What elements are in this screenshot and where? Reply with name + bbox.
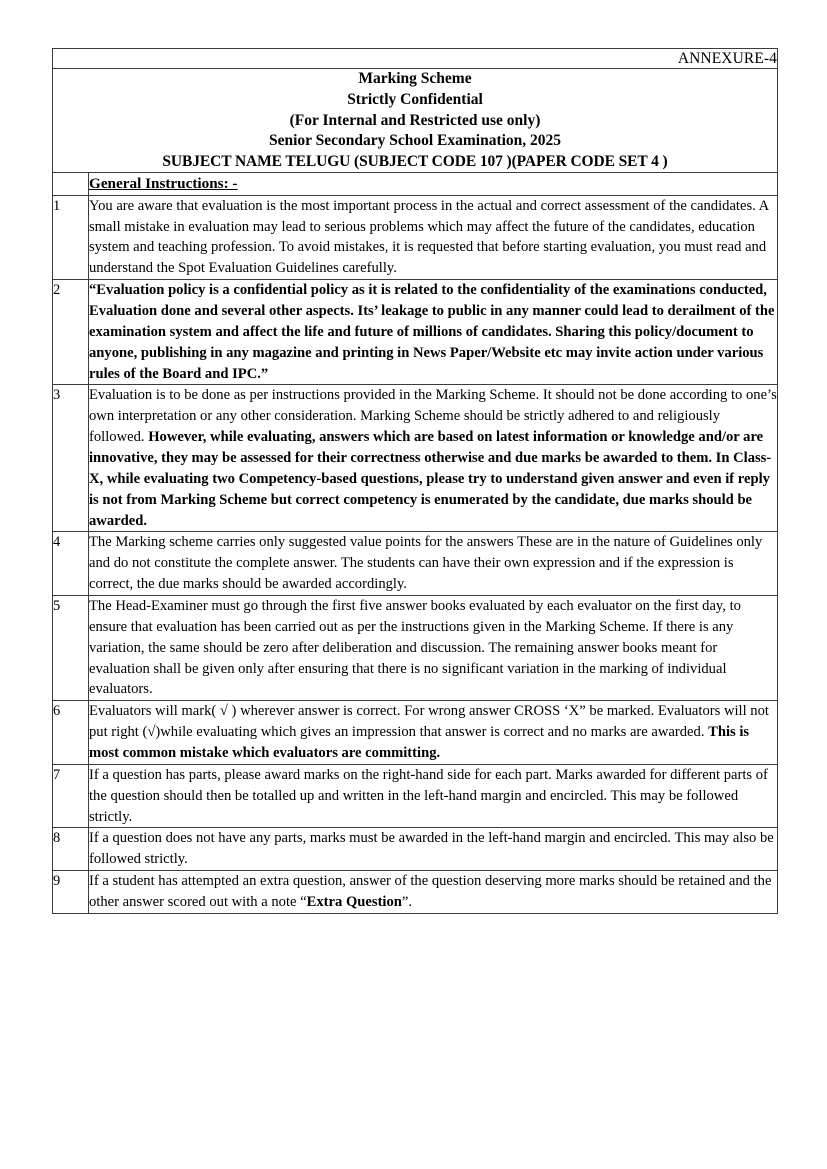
instruction-paragraph [89,596,777,700]
text-segment: Evaluation is to be done as per instructions provided in the Marking Scheme. It should not be done according to one’s own interpretation or any other consideration. Marking Scheme should be strictly adhered to and religiously followed. [89,387,777,446]
confidentiality-notice: Strictly Confidential [347,90,483,108]
instruction-row [53,195,778,279]
general-instructions-label: General Instructions: - [89,175,238,193]
instruction-paragraph [89,280,777,384]
instruction-row [53,385,778,532]
general-instructions-number-cell [53,173,89,195]
instruction-text [89,828,778,871]
marking-scheme-table [52,48,778,914]
instruction-row [53,701,778,765]
text-segment-bold: Extra Question [306,894,402,911]
instruction-row [53,764,778,828]
instruction-row [53,280,778,385]
instruction-rows [53,195,778,913]
instruction-number: 5 [53,596,89,701]
instruction-number: 4 [53,532,89,596]
instruction-number: 8 [53,828,89,871]
instruction-text [89,701,778,765]
general-instructions-cell [89,173,778,195]
instruction-paragraph [89,828,777,870]
instruction-text [89,871,778,914]
instruction-text [89,532,778,596]
instruction-row [53,596,778,701]
text-segment-bold: This is most common mistake which evaluators are committing. [89,724,750,762]
instruction-number: 7 [53,764,89,828]
instruction-paragraph [89,385,777,531]
text-segment: You are aware that evaluation is the most important process in the actual and correct assessment of the candidates. A small mistake in evaluation may lead to serious problems which may affect the future of the candidates, education system and teaching profession. To avoid mistakes, it is requested that before starting evaluation, you must read and understand the Spot Evaluation Guidelines carefully. [89,197,769,277]
instruction-number: 3 [53,385,89,532]
instruction-number: 6 [53,701,89,765]
instruction-row [53,532,778,596]
usage-note: (For Internal and Restricted use only) [289,111,541,129]
subject-line: SUBJECT NAME TELUGU (SUBJECT CODE 107 )(PAPER CODE SET 4 ) [162,152,668,170]
instruction-text [89,280,778,385]
instruction-text [89,596,778,701]
text-segment: If a question does not have any parts, marks must be awarded in the left-hand margin and encircled. This may also be followed strictly. [89,830,774,868]
examination-name: Senior Secondary School Examination, 2025 [268,132,562,150]
instruction-paragraph [89,701,777,764]
annexure-label: ANNEXURE-4 [53,49,778,69]
text-segment: If a student has attempted an extra question, answer of the question deserving more marks should be retained and the other answer scored out with a note “ [89,873,772,911]
header-row [53,69,778,173]
instruction-row [53,871,778,914]
instruction-number: 2 [53,280,89,385]
text-segment-bold: However, while evaluating, answers which are based on latest information or knowledge and/or are innovative, they may be assessed for their correctness otherwise and due marks be awarded to them. In Class-X, while evaluating two Competency-based questions, please try to understand given answer and even if reply is not from Marking Scheme but correct competency is enumerated by the candidate, due marks should be awarded. [89,429,772,529]
page-title: Marking Scheme [358,70,472,88]
general-instructions-row [53,173,778,195]
text-segment: ”. [401,894,413,911]
instruction-paragraph [89,765,777,828]
instruction-text [89,764,778,828]
document-header [53,69,778,173]
instruction-row [53,828,778,871]
text-segment: The Marking scheme carries only suggested value points for the answers These are in the nature of Guidelines only and do not constitute the complete answer. The students can have their own expression and if the expression is correct, the due marks should be awarded accordingly. [89,534,763,593]
instruction-text [89,385,778,532]
text-segment: If a question has parts, please award marks on the right-hand side for each part. Marks awarded for different parts of the question should then be totalled up and written in the left-hand margin and encircled. This may be followed strictly. [89,766,768,825]
instruction-paragraph [89,871,777,913]
text-segment-bold: “Evaluation policy is a confidential policy as it is related to the confidentiality of the examinations conducted, Evaluation done and several other aspects. Its’ leakage to public in any manner could lead to derailment of the examination system and affect the life and future of millions of candidates. Sharing this policy/document to anyone, publishing in any magazine and printing in News Paper/Website etc may invite action under various rules of the Board and IPC.” [89,282,775,382]
instruction-number: 9 [53,871,89,914]
instruction-number: 1 [53,195,89,279]
annexure-row [53,49,778,69]
text-segment: The Head-Examiner must go through the first five answer books evaluated by each evaluator on the first day, to ensure that evaluation has been carried out as per the instructions given in the Marking Scheme. If there is any variation, the same should be zero after deliberation and discussion. The remaining answer books meant for evaluation shall be given only after ensuring that there is no significant variation in the marking of individual evaluators. [89,598,741,698]
text-segment: Evaluators will mark( √ ) wherever answer is correct. For wrong answer CROSS ‘X” be marked. Evaluators will not put right (√)while evaluating which gives an impression that answer is correct and no marks are awarded. [89,703,769,741]
instruction-text [89,195,778,279]
instruction-paragraph [89,196,777,279]
instruction-paragraph [89,532,777,595]
table-body [53,49,778,196]
